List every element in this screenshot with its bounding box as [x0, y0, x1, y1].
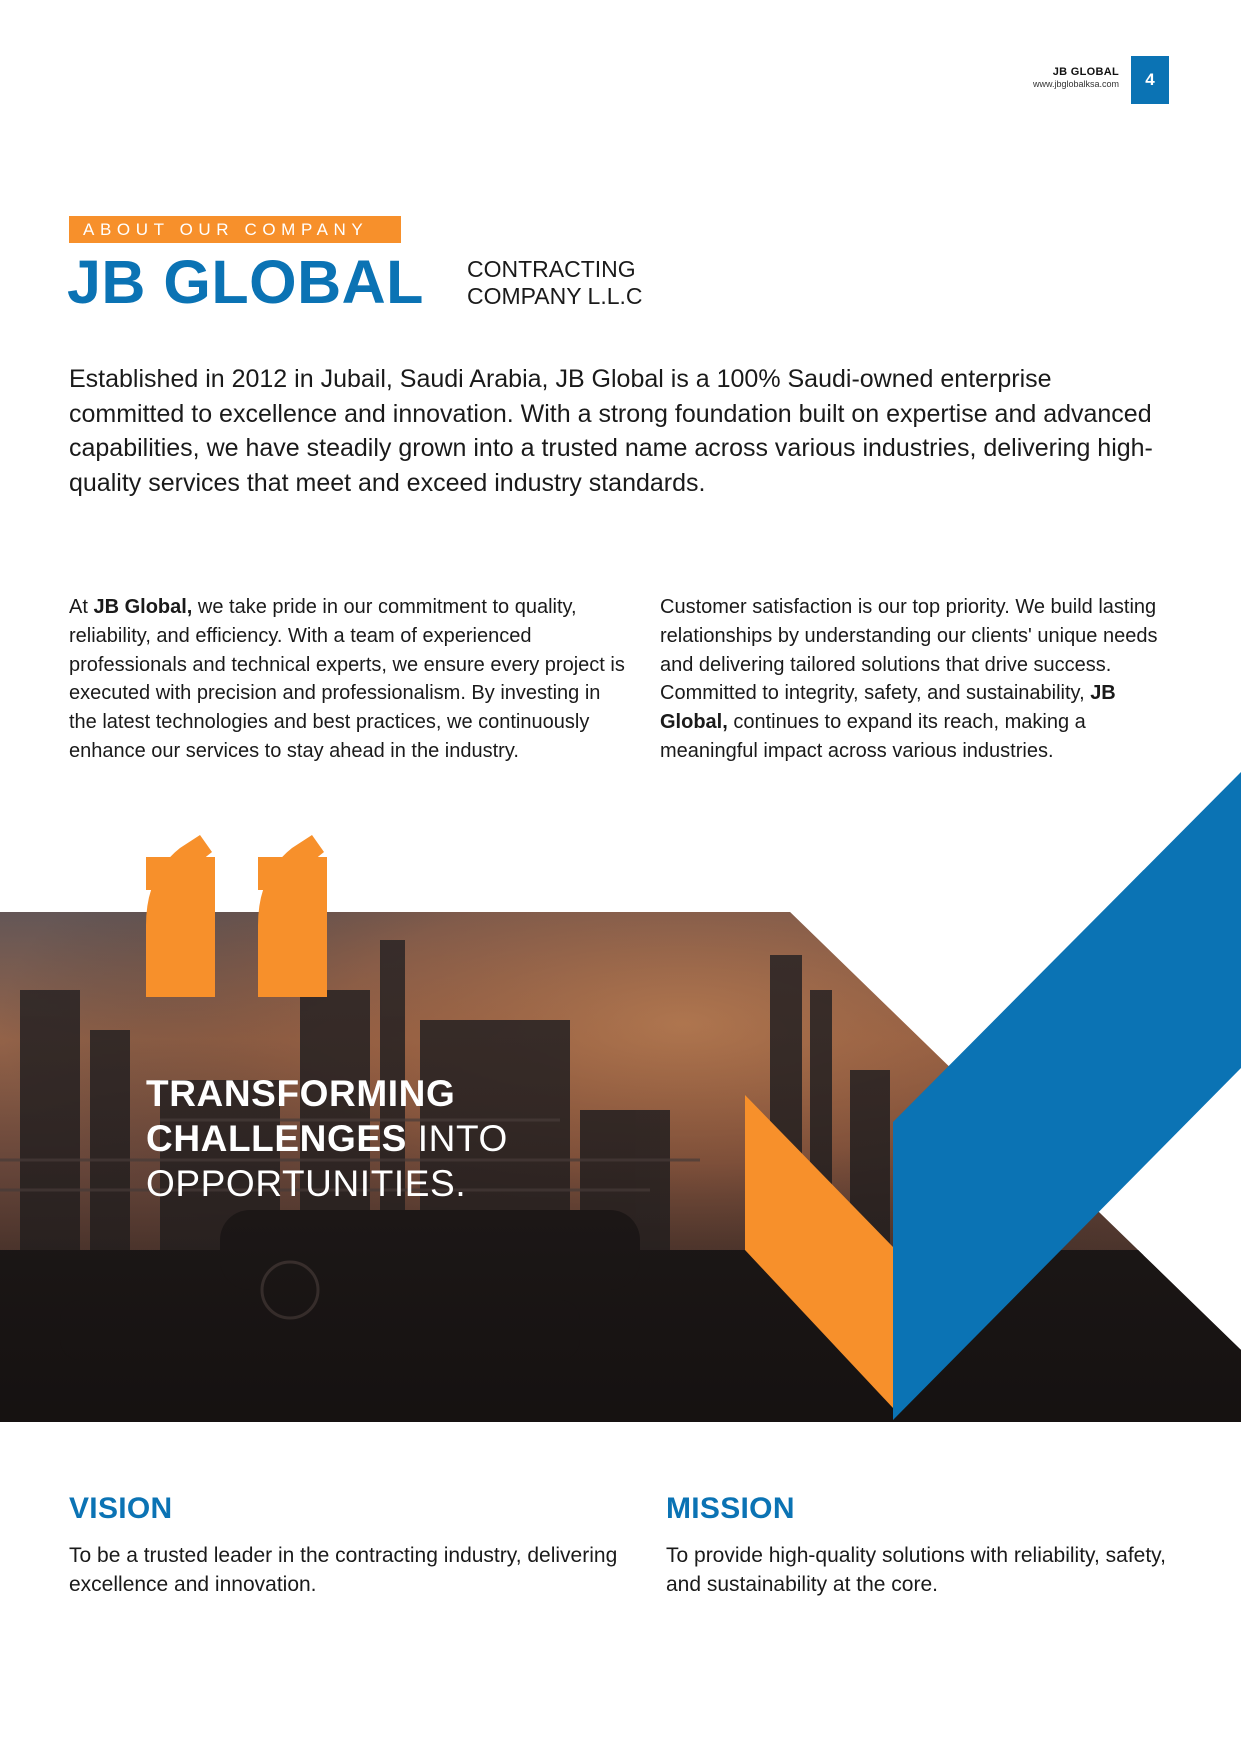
left-bold-brand: JB Global, [93, 596, 193, 618]
header-url: www.jbglobalksa.com [1032, 79, 1119, 89]
vision-text: To be a trusted leader in the contracting industry, delivering excellence and innovation. [69, 1544, 618, 1596]
right-body: Customer satisfaction is our top priority. We build lasting relationships by understanding our clients' unique needs and delivering tailored solutions that drive success. Committed to integrity, safety, and sustainability, [660, 596, 1158, 705]
company-subtitle [467, 256, 643, 310]
company-title: JB GLOBAL [67, 248, 424, 316]
quote-line2-rest: INTO [406, 1118, 508, 1159]
hero-quote [146, 1071, 508, 1206]
mission-heading: MISSION [666, 1492, 795, 1525]
mission-text: To provide high-quality solutions with reliability, safety, and sustainability at the core. [666, 1544, 1166, 1596]
hero-graphic [0, 690, 1241, 1422]
quote-line3: OPPORTUNITIES. [146, 1163, 467, 1204]
hero-banner [0, 690, 1241, 1422]
left-prefix: At [69, 596, 94, 618]
intro-paragraph: Established in 2012 in Jubail, Saudi Arabia, JB Global is a 100% Saudi-owned enterprise committed to excellence and innovation. With a strong foundation built on expertise and advanced capabilities, we have steadily grown into a trusted name across various industries, delivering high-quality services that meet and exceed industry standards. [69, 365, 1153, 497]
left-body: we take pride in our commitment to quality, reliability, and efficiency. With a team of experienced professionals and technical experts, we ensure every project is executed with precision and professionalism. By investing in the latest technologies and best practices, we continuously enhance our services to stay ahead in the industry. [69, 596, 625, 762]
vision-heading: VISION [69, 1492, 173, 1525]
header-brand-name: JB GLOBAL [1052, 66, 1119, 78]
right-bold-brand: JB Global, [660, 682, 1116, 734]
header-brand [1033, 66, 1119, 90]
right-suffix: continues to expand its reach, making a meaningful impact across various industries. [660, 711, 1086, 762]
company-subtitle-line1: CONTRACTING [467, 256, 636, 282]
company-subtitle-line2: COMPANY L.L.C [467, 283, 643, 309]
page-number: 4 [1131, 56, 1169, 104]
section-tag: ABOUT OUR COMPANY [69, 216, 401, 243]
quote-line2-bold: CHALLENGES [146, 1118, 407, 1159]
quote-line1: TRANSFORMING [146, 1073, 456, 1114]
